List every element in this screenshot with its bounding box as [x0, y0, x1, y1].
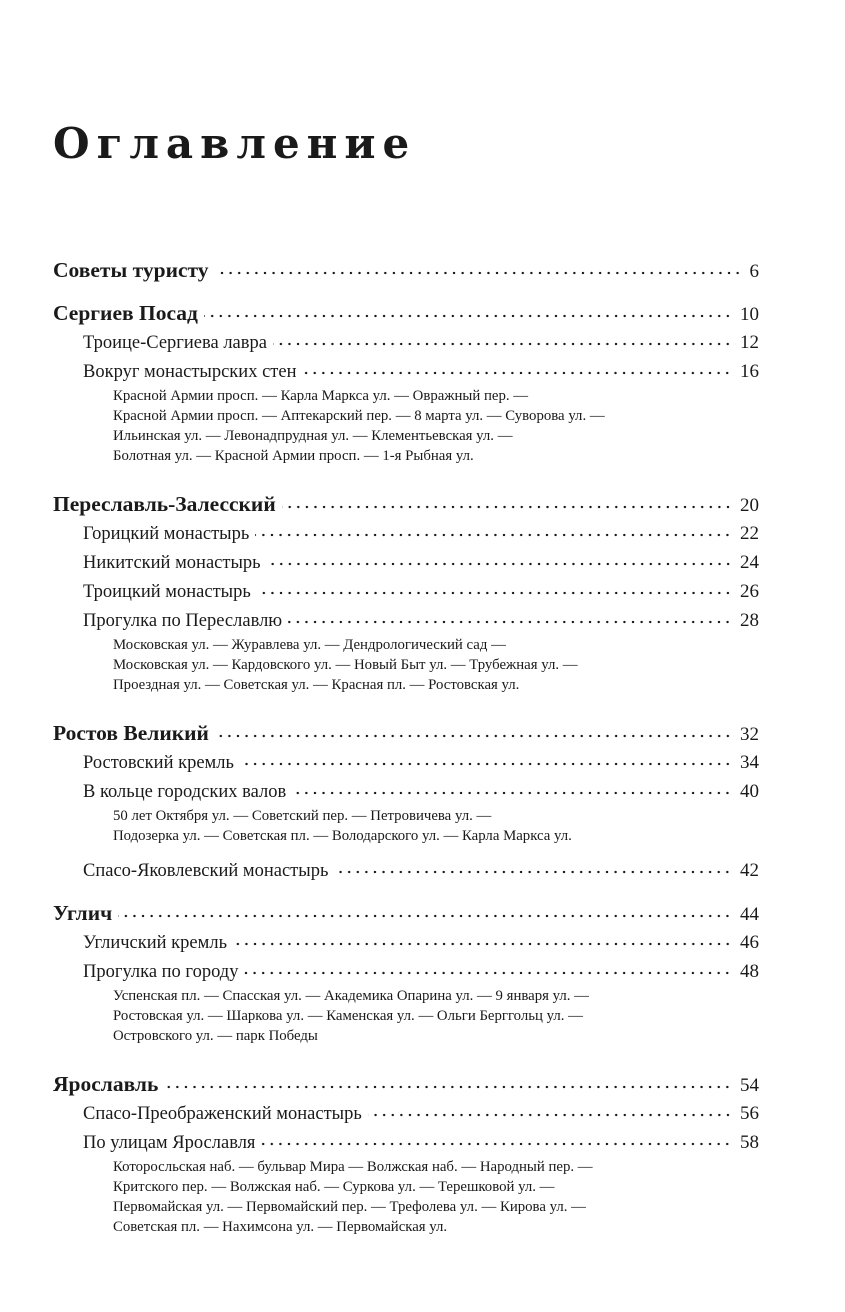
dot-leader	[255, 531, 732, 539]
dot-leader	[240, 760, 732, 768]
page-number: 58	[740, 1132, 759, 1153]
subchapter-title: Угличский кремль	[83, 933, 228, 953]
toc-section	[53, 719, 759, 885]
toc-subchapter-entry[interactable]	[53, 748, 759, 777]
chapter-title: Советы туристу	[53, 258, 209, 282]
toc-subchapter-entry[interactable]	[53, 1099, 759, 1128]
dot-leader	[302, 369, 732, 377]
page-number: 44	[740, 904, 759, 925]
page-number: 48	[740, 961, 759, 982]
toc-subchapter-entry[interactable]	[53, 357, 759, 386]
street-route-line: Московская ул. — Кардовского ул. — Новый Быт ул. — Трубежная ул. —	[113, 657, 578, 673]
dot-leader	[267, 560, 732, 568]
street-route-line: Которосльская наб. — бульвар Мира — Волжская наб. — Народный пер. —	[113, 1159, 593, 1175]
dot-leader	[288, 618, 732, 626]
toc-section	[53, 299, 759, 476]
street-route-line: Островского ул. — парк Победы	[113, 1028, 318, 1044]
dot-leader	[368, 1111, 732, 1119]
toc-chapter-entry[interactable]	[53, 299, 759, 328]
dot-leader	[118, 912, 732, 920]
subchapter-title: Троице-Сергиева лавра	[83, 333, 267, 353]
toc-subchapter-entry[interactable]	[53, 328, 759, 357]
dot-leader	[215, 269, 742, 277]
subchapter-title: Спасо-Яковлевский монастырь	[83, 861, 329, 881]
toc-chapter-entry[interactable]	[53, 490, 759, 519]
street-route-line: Болотная ул. — Красной Армии просп. — 1-я Рыбная ул.	[113, 448, 474, 464]
page-number: 56	[740, 1103, 759, 1124]
toc-chapter-entry[interactable]	[53, 256, 759, 285]
subchapter-title: Троицкий монастырь	[83, 582, 251, 602]
dot-leader	[292, 789, 732, 797]
page-number: 10	[740, 304, 759, 325]
street-route	[53, 386, 759, 476]
street-route-line: Успенская пл. — Спасская ул. — Академика Опарина ул. — 9 января ул. —	[113, 988, 589, 1004]
subchapter-title: Вокруг монастырских стен	[83, 362, 297, 382]
toc-subchapter-entry[interactable]	[53, 777, 759, 806]
page-number: 46	[740, 932, 759, 953]
page-number: 12	[740, 332, 759, 353]
street-route	[53, 635, 759, 705]
street-route-line: 50 лет Октября ул. — Советский пер. — Петровичева ул. —	[113, 808, 492, 824]
chapter-title: Ростов Великий	[53, 721, 209, 745]
dot-leader	[261, 1140, 732, 1148]
toc-subchapter-entry[interactable]	[53, 1128, 759, 1157]
page-number: 6	[749, 261, 759, 282]
street-route-line: Красной Армии просп. — Карла Маркса ул. — Овражный пер. —	[113, 388, 529, 404]
dot-leader	[257, 589, 732, 597]
page-number: 42	[740, 860, 759, 881]
table-of-contents	[53, 256, 759, 1261]
dot-leader	[273, 340, 732, 348]
street-route	[53, 1157, 759, 1247]
page-number: 34	[740, 752, 759, 773]
toc-subchapter-entry[interactable]	[53, 519, 759, 548]
page-number: 16	[740, 361, 759, 382]
toc-chapter-entry[interactable]	[53, 899, 759, 928]
toc-section	[53, 256, 759, 285]
subchapter-title: Горицкий монастырь	[83, 524, 250, 544]
dot-leader	[282, 503, 732, 511]
subchapter-title: Ростовский кремль	[83, 753, 234, 773]
toc-subchapter-entry[interactable]	[53, 606, 759, 635]
subchapter-title: Никитский монастырь	[83, 553, 261, 573]
chapter-title: Углич	[53, 901, 113, 925]
street-route-line: Критского пер. — Волжская наб. — Суркова ул. — Терешковой ул. —	[113, 1179, 555, 1195]
dot-leader	[164, 1083, 732, 1091]
page-number: 40	[740, 781, 759, 802]
street-route-line: Ильинская ул. — Левонадпрудная ул. — Клементьевская ул. —	[113, 428, 513, 444]
toc-section	[53, 1070, 759, 1247]
toc-subchapter-entry[interactable]	[53, 928, 759, 957]
street-route-line: Первомайская ул. — Первомайский пер. — Трефолева ул. — Кирова ул. —	[113, 1199, 586, 1215]
chapter-title: Сергиев Посад	[53, 301, 198, 325]
page-number: 32	[740, 724, 759, 745]
street-route-line: Советская пл. — Нахимсона ул. — Первомайская ул.	[113, 1219, 448, 1235]
toc-section	[53, 899, 759, 1056]
toc-section	[53, 490, 759, 705]
dot-leader	[233, 940, 732, 948]
dot-leader	[244, 969, 732, 977]
street-route	[53, 986, 759, 1056]
page-number: 22	[740, 523, 759, 544]
page-number: 26	[740, 581, 759, 602]
street-route-line: Красной Армии просп. — Аптекарский пер. — 8 марта ул. — Суворова ул. —	[113, 408, 605, 424]
street-route-line: Ростовская ул. — Шаркова ул. — Каменская ул. — Ольги Берггольц ул. —	[113, 1008, 583, 1024]
street-route	[53, 806, 759, 856]
toc-chapter-entry[interactable]	[53, 1070, 759, 1099]
dot-leader	[334, 868, 732, 876]
subchapter-title: По улицам Ярославля	[83, 1133, 256, 1153]
dot-leader	[204, 312, 732, 320]
street-route-line: Подозерка ул. — Советская пл. — Володарского ул. — Карла Маркса ул.	[113, 828, 572, 844]
toc-subchapter-entry[interactable]	[53, 957, 759, 986]
subchapter-title: В кольце городских валов	[83, 782, 287, 802]
chapter-title: Переславль-Залесский	[53, 492, 276, 516]
page-number: 20	[740, 495, 759, 516]
toc-subchapter-entry[interactable]	[53, 577, 759, 606]
toc-subchapter-entry[interactable]	[53, 548, 759, 577]
street-route-line: Проездная ул. — Советская ул. — Красная пл. — Ростовская ул.	[113, 677, 520, 693]
dot-leader	[215, 732, 732, 740]
page-number: 54	[740, 1075, 759, 1096]
subchapter-title: Прогулка по городу	[83, 962, 239, 982]
chapter-title: Ярославль	[53, 1072, 159, 1096]
page-number: 24	[740, 552, 759, 573]
toc-subchapter-entry[interactable]	[53, 856, 759, 885]
toc-chapter-entry[interactable]	[53, 719, 759, 748]
subchapter-title: Прогулка по Переславлю	[83, 611, 283, 631]
subchapter-title: Спасо-Преображенский монастырь	[83, 1104, 362, 1124]
page-title: Оглавление	[53, 119, 417, 168]
street-route-line: Московская ул. — Журавлева ул. — Дендрологический сад —	[113, 637, 506, 653]
page-number: 28	[740, 610, 759, 631]
